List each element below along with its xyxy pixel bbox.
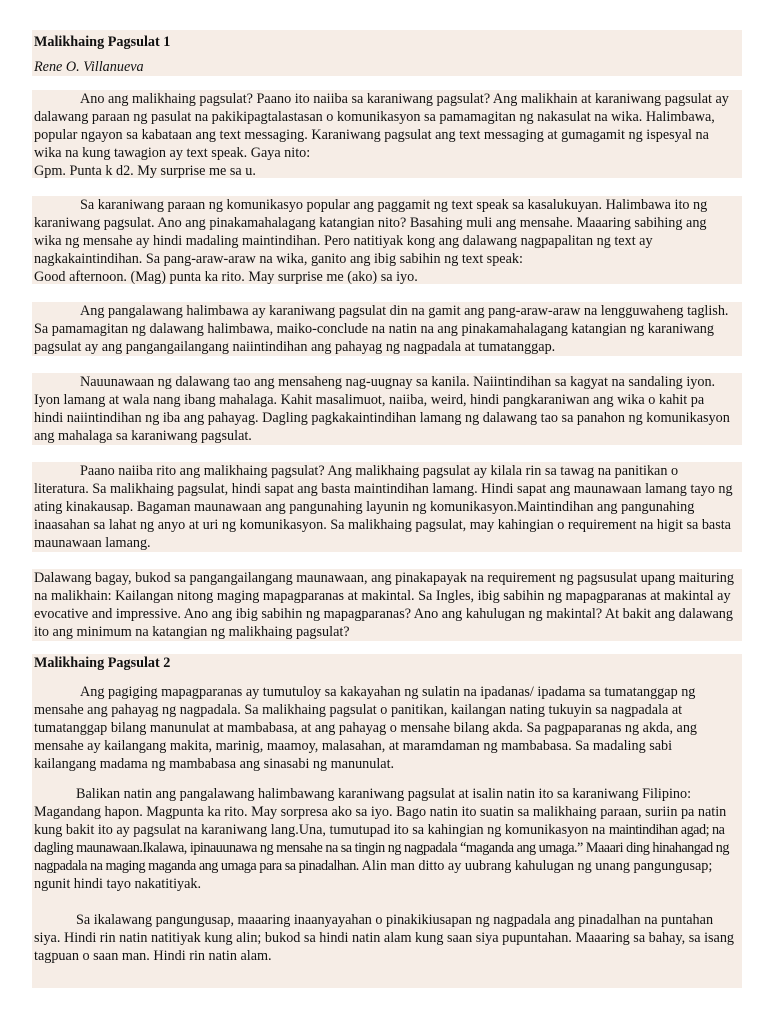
paragraph-band bbox=[32, 373, 742, 445]
paragraph bbox=[34, 785, 736, 893]
paragraph-band bbox=[32, 569, 742, 641]
paragraph-band bbox=[32, 302, 742, 356]
author-name: Rene O. Villanueva bbox=[34, 59, 144, 75]
paragraph-text: Balikan natin ang pangalawang halimbawang karaniwang pagsulat at isalin natin ito sa karaniwang Filipino: Magandang hapon. Magpunta ka rito. May sorpresa ako sa iyo. Bago natin ito suatin sa malikhaing paraan, suriin pa natin kung bakit ito ay pagsulat na karaniwang lang.Una, tumutupad ito sa kahingian ng komunikasyon na bbox=[34, 786, 727, 838]
paragraph: Nauunawaan ng dalawang tao ang mensaheng nag-uugnay sa kanila. Naiintindihan sa kagyat na sandaling iyon. Iyon lamang at wala nang ibang mahalaga. Kahit masalimuot, naiiba, weird, hindi pangkaraniwan ang wika o kahit pa hindi naiintindihan ng iba ang pahayag. Dagling pagkakaintindihan lamang ng dalawang tao sa panahon ng komunikasyon ang mahalaga sa karaniwang pagsulat. bbox=[34, 374, 730, 444]
section-title: Malikhaing Pagsulat 2 bbox=[34, 655, 171, 671]
title-band bbox=[32, 30, 742, 76]
text-example: Gpm. Punta k d2. My surprise me sa u. bbox=[34, 163, 256, 179]
paragraph-band bbox=[32, 462, 742, 552]
text-example: Good afternoon. (Mag) punta ka rito. May surprise me (ako) sa iyo. bbox=[34, 269, 418, 285]
paragraph-text: maintindihan agad; na dagling maunawaan.Ikalawa, ipinauunawa ng mensahe na sa tingin ng nagpadala “maganda ang umaga.” Maaari ding hinahangad ng nagpadala na maging maganda ang umaga para sa pinadalhan. bbox=[34, 822, 729, 874]
paragraph-band bbox=[32, 90, 742, 178]
paragraph-text: Alin man ditto ay uubrang kahulugan ng unang pangungusap; ngunit hindi tayo nakatitiyak. bbox=[34, 858, 713, 892]
paragraph: Ano ang malikhaing pagsulat? Paano ito naiiba sa karaniwang pagsulat? Ang malikhain at karaniwang pagsulat ay dalawang paraan ng pasulat na pakikipagtalastasan o komunikasyon sa pamamagitan ng nakasulat na wika. Halimbawa, popular ngayon sa kabataan ang text messaging. Karaniwang pagsulat ang text messaging at gumagamit ng ispesyal na wika na kung tawagion ay text speak. Gaya nito: bbox=[34, 91, 729, 161]
paragraph: Ang pangalawang halimbawa ay karaniwang pagsulat din na gamit ang pang-araw-araw na lengguwaheng taglish. Sa pamamagitan ng dalawang halimbawa, maiko-conclude na natin na ang pinakamahalagang katangian ng karaniwang pagsulat ay ang pangangailangang naiintindihan ang pahayag ng nagpadala at tumatanggap. bbox=[34, 303, 729, 355]
paragraph: Sa ikalawang pangungusap, maaaring inaanyayahan o pinakikiusapan ng nagpadala ang pinadalhan na puntahan siya. Hindi rin natin natitiyak kung alin; bukod sa hindi natin alam kung saan siya pupuntahan. Maaaring sa bahay, sa isang tagpuan o saan man. Hindi rin natin alam. bbox=[34, 912, 735, 964]
paragraph: Paano naiiba rito ang malikhaing pagsulat? Ang malikhaing pagsulat ay kilala rin sa tawag na panitikan o literatura. Sa malikhaing pagsulat, hindi sapat ang basta maintindihan lamang. Hindi sapat ang maunawaan lamang tayo ng ating kinakausap. Bagaman maunawaan ang pangunahing layunin ng komunikasyon.Maintindihan ang pangunahing inaasahan sa lahat ng anyo at uri ng komunikasyon. Sa malikhaing pagsulat, may kahingian o requirement na higit sa basta maunawaan lamang. bbox=[34, 463, 733, 551]
section-title: Malikhaing Pagsulat 1 bbox=[34, 34, 171, 50]
paragraph: Ang pagiging mapagparanas ay tumutuloy sa kakayahan ng sulatin na ipadanas/ ipadama sa tumatanggap ng mensahe ang pahayag ng nagpadala. Sa malikhaing pagsulat o panitikan, kailangan nating tukuyin sa nagpadala at tumatanggap bilang manunulat at mambabasa, at ang pahayag o mensahe bilang akda. Sa pagpaparanas ng akda, ang mensahe ay kailangang makita, marinig, maamoy, malasahan, at maramdaman ng mambabasa. Sa madaling sabi kailangang madama ng mambabasa ang sinasabi ng manunulat. bbox=[34, 684, 698, 772]
paragraph-band bbox=[32, 196, 742, 284]
paragraph: Sa karaniwang paraan ng komunikasyo popular ang paggamit ng text speak sa kasalukuyan. Halimbawa ito ng karaniwang pagsulat. Ano ang pinakamahalagang katangian nito? Basahing muli ang mensahe. Maaaring sabihing ang wika ng mensahe ay hindi madaling maintindihan. Pero natitiyak kong ang dalawang nagpapalitan ng text ay nagkakaintindihan. Sa pang-araw-araw na wika, ganito ang ibig sabihin ng text speak: bbox=[34, 197, 708, 267]
section-two-band bbox=[32, 654, 742, 988]
paragraph: Dalawang bagay, bukod sa pangangailangang maunawaan, ang pinakapayak na requirement ng pagsusulat upang maituring na malikhain: Kailangan nitong maging mapagparanas at makintal. Sa Ingles, ibig sabihin ng mapagparanas at makintal ay evocative and impressive. Ano ang ibig sabihin ng mapagparanas? Ano ang kahulugan ng makintal? At bakit ang dalawang ito ang minimum na katangian ng malikhaing pagsulat? bbox=[34, 570, 734, 640]
